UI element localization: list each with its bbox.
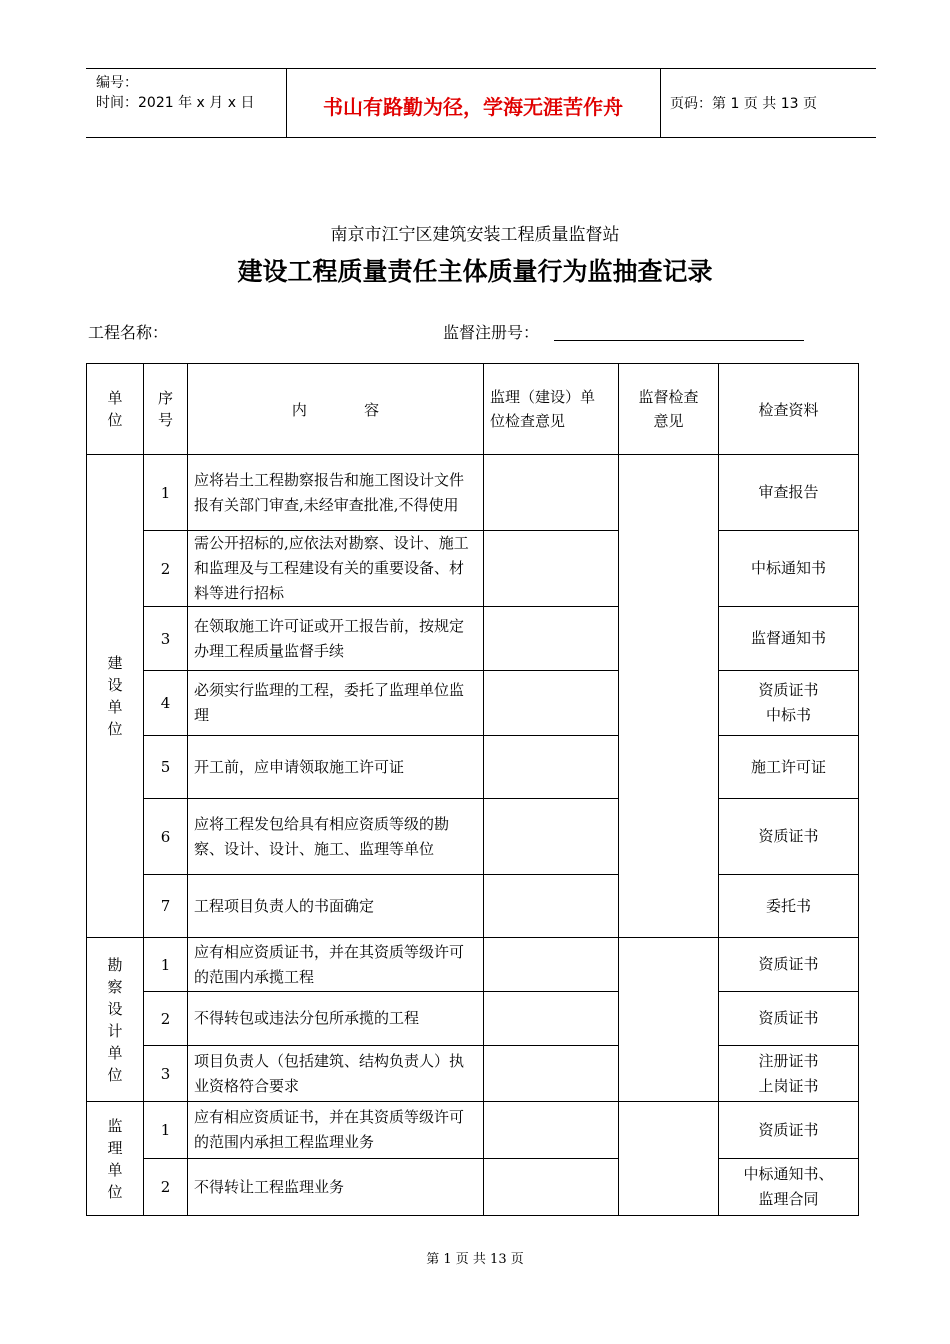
supervision-opinion-cell[interactable] (484, 455, 619, 531)
table-row (87, 736, 859, 799)
supervision-opinion-cell[interactable] (484, 992, 619, 1046)
header-supervision-opinion: 监理（建设）单 位检查意见 (484, 364, 619, 455)
table-row (87, 992, 859, 1046)
table-header-row (87, 364, 859, 455)
seq-cell: 3 (144, 1046, 188, 1102)
table-row (87, 875, 859, 938)
supervision-opinion-cell[interactable] (484, 1102, 619, 1159)
content-cell: 在领取施工许可证或开工报告前，按规定办理工程质量监督手续 (188, 607, 484, 671)
supervision-opinion-cell[interactable] (484, 531, 619, 607)
content-cell: 必须实行监理的工程，委托了监理单位监理 (188, 671, 484, 736)
seq-cell: 1 (144, 1102, 188, 1159)
inspection-table (86, 363, 859, 1216)
supervision-opinion-cell[interactable] (484, 736, 619, 799)
unit-cell: 勘 察 设 计 单 位 (87, 938, 144, 1102)
content-cell: 不得转包或违法分包所承揽的工程 (188, 992, 484, 1046)
seq-cell: 2 (144, 531, 188, 607)
header-content: 内 容 (188, 364, 484, 455)
material-cell: 中标通知书 (719, 531, 859, 607)
number-label: 编号： (96, 75, 138, 91)
inspection-opinion-cell[interactable] (619, 1102, 719, 1216)
material-cell: 资质证书 (719, 938, 859, 992)
document-title: 建设工程质量责任主体质量行为监抽查记录 (237, 257, 713, 286)
header-meta (96, 73, 254, 113)
material-cell: 施工许可证 (719, 736, 859, 799)
seq-cell: 3 (144, 607, 188, 671)
supervision-opinion-cell[interactable] (484, 1046, 619, 1102)
supervision-opinion-cell[interactable] (484, 671, 619, 736)
table-row (87, 671, 859, 736)
table-row (87, 607, 859, 671)
seq-cell: 1 (144, 938, 188, 992)
content-cell: 需公开招标的,应依法对勘察、设计、施工和监理及与工程建设有关的重要设备、材料等进行招标 (188, 531, 484, 607)
material-cell: 资质证书 中标书 (719, 671, 859, 736)
material-cell: 中标通知书、 监理合同 (719, 1159, 859, 1216)
header-materials: 检查资料 (719, 364, 859, 455)
material-cell: 委托书 (719, 875, 859, 938)
time-label: 时间：2021 年 x 月 x 日 (96, 95, 255, 111)
supervision-opinion-cell[interactable] (484, 1159, 619, 1216)
table-row (87, 799, 859, 875)
content-cell: 应将岩土工程勘察报告和施工图设计文件报有关部门审查,未经审查批准,不得使用 (188, 455, 484, 531)
seq-cell: 5 (144, 736, 188, 799)
table-row (87, 531, 859, 607)
page-footer: 第 1 页 共 13 页 (426, 1252, 524, 1267)
table-row (87, 938, 859, 992)
material-cell: 监督通知书 (719, 607, 859, 671)
inspection-opinion-cell[interactable] (619, 455, 719, 938)
registration-label: 监督注册号： (443, 323, 540, 342)
material-cell: 资质证书 (719, 1102, 859, 1159)
unit-cell: 建 设 单 位 (87, 455, 144, 938)
supervision-opinion-cell[interactable] (484, 607, 619, 671)
header-seq: 序 号 (144, 364, 188, 455)
inspection-opinion-cell[interactable] (619, 938, 719, 1102)
material-cell: 注册证书 上岗证书 (719, 1046, 859, 1102)
seq-cell: 1 (144, 455, 188, 531)
material-cell: 资质证书 (719, 992, 859, 1046)
content-cell: 工程项目负责人的书面确定 (188, 875, 484, 938)
table-row (87, 1046, 859, 1102)
table-row (87, 1159, 859, 1216)
registration-blank-line (554, 340, 804, 341)
material-cell: 审查报告 (719, 455, 859, 531)
header-inspection-opinion: 监督检查 意见 (619, 364, 719, 455)
header-page-info: 页码：第 1 页 共 13 页 (670, 96, 817, 112)
content-cell: 应有相应资质证书，并在其资质等级许可的范围内承揽工程 (188, 938, 484, 992)
supervision-opinion-cell[interactable] (484, 799, 619, 875)
project-name-label: 工程名称： (88, 323, 169, 342)
seq-cell: 4 (144, 671, 188, 736)
content-cell: 开工前，应申请领取施工许可证 (188, 736, 484, 799)
header-motto: 书山有路勤为径，学海无涯苦作舟 (323, 95, 623, 119)
material-cell: 资质证书 (719, 799, 859, 875)
supervision-opinion-cell[interactable] (484, 938, 619, 992)
seq-cell: 6 (144, 799, 188, 875)
seq-cell: 7 (144, 875, 188, 938)
content-cell: 项目负责人（包括建筑、结构负责人）执业资格符合要求 (188, 1046, 484, 1102)
content-cell: 不得转让工程监理业务 (188, 1159, 484, 1216)
unit-cell: 监 理 单 位 (87, 1102, 144, 1216)
header-divider (660, 69, 661, 137)
content-cell: 应有相应资质证书，并在其资质等级许可的范围内承担工程监理业务 (188, 1102, 484, 1159)
table-row (87, 1102, 859, 1159)
seq-cell: 2 (144, 1159, 188, 1216)
seq-cell: 2 (144, 992, 188, 1046)
organization-name: 南京市江宁区建筑安装工程质量监督站 (330, 225, 620, 245)
content-cell: 应将工程发包给具有相应资质等级的勘察、设计、设计、施工、监理等单位 (188, 799, 484, 875)
header-unit: 单 位 (87, 364, 144, 455)
table-row (87, 455, 859, 531)
supervision-opinion-cell[interactable] (484, 875, 619, 938)
page-header (86, 68, 876, 138)
